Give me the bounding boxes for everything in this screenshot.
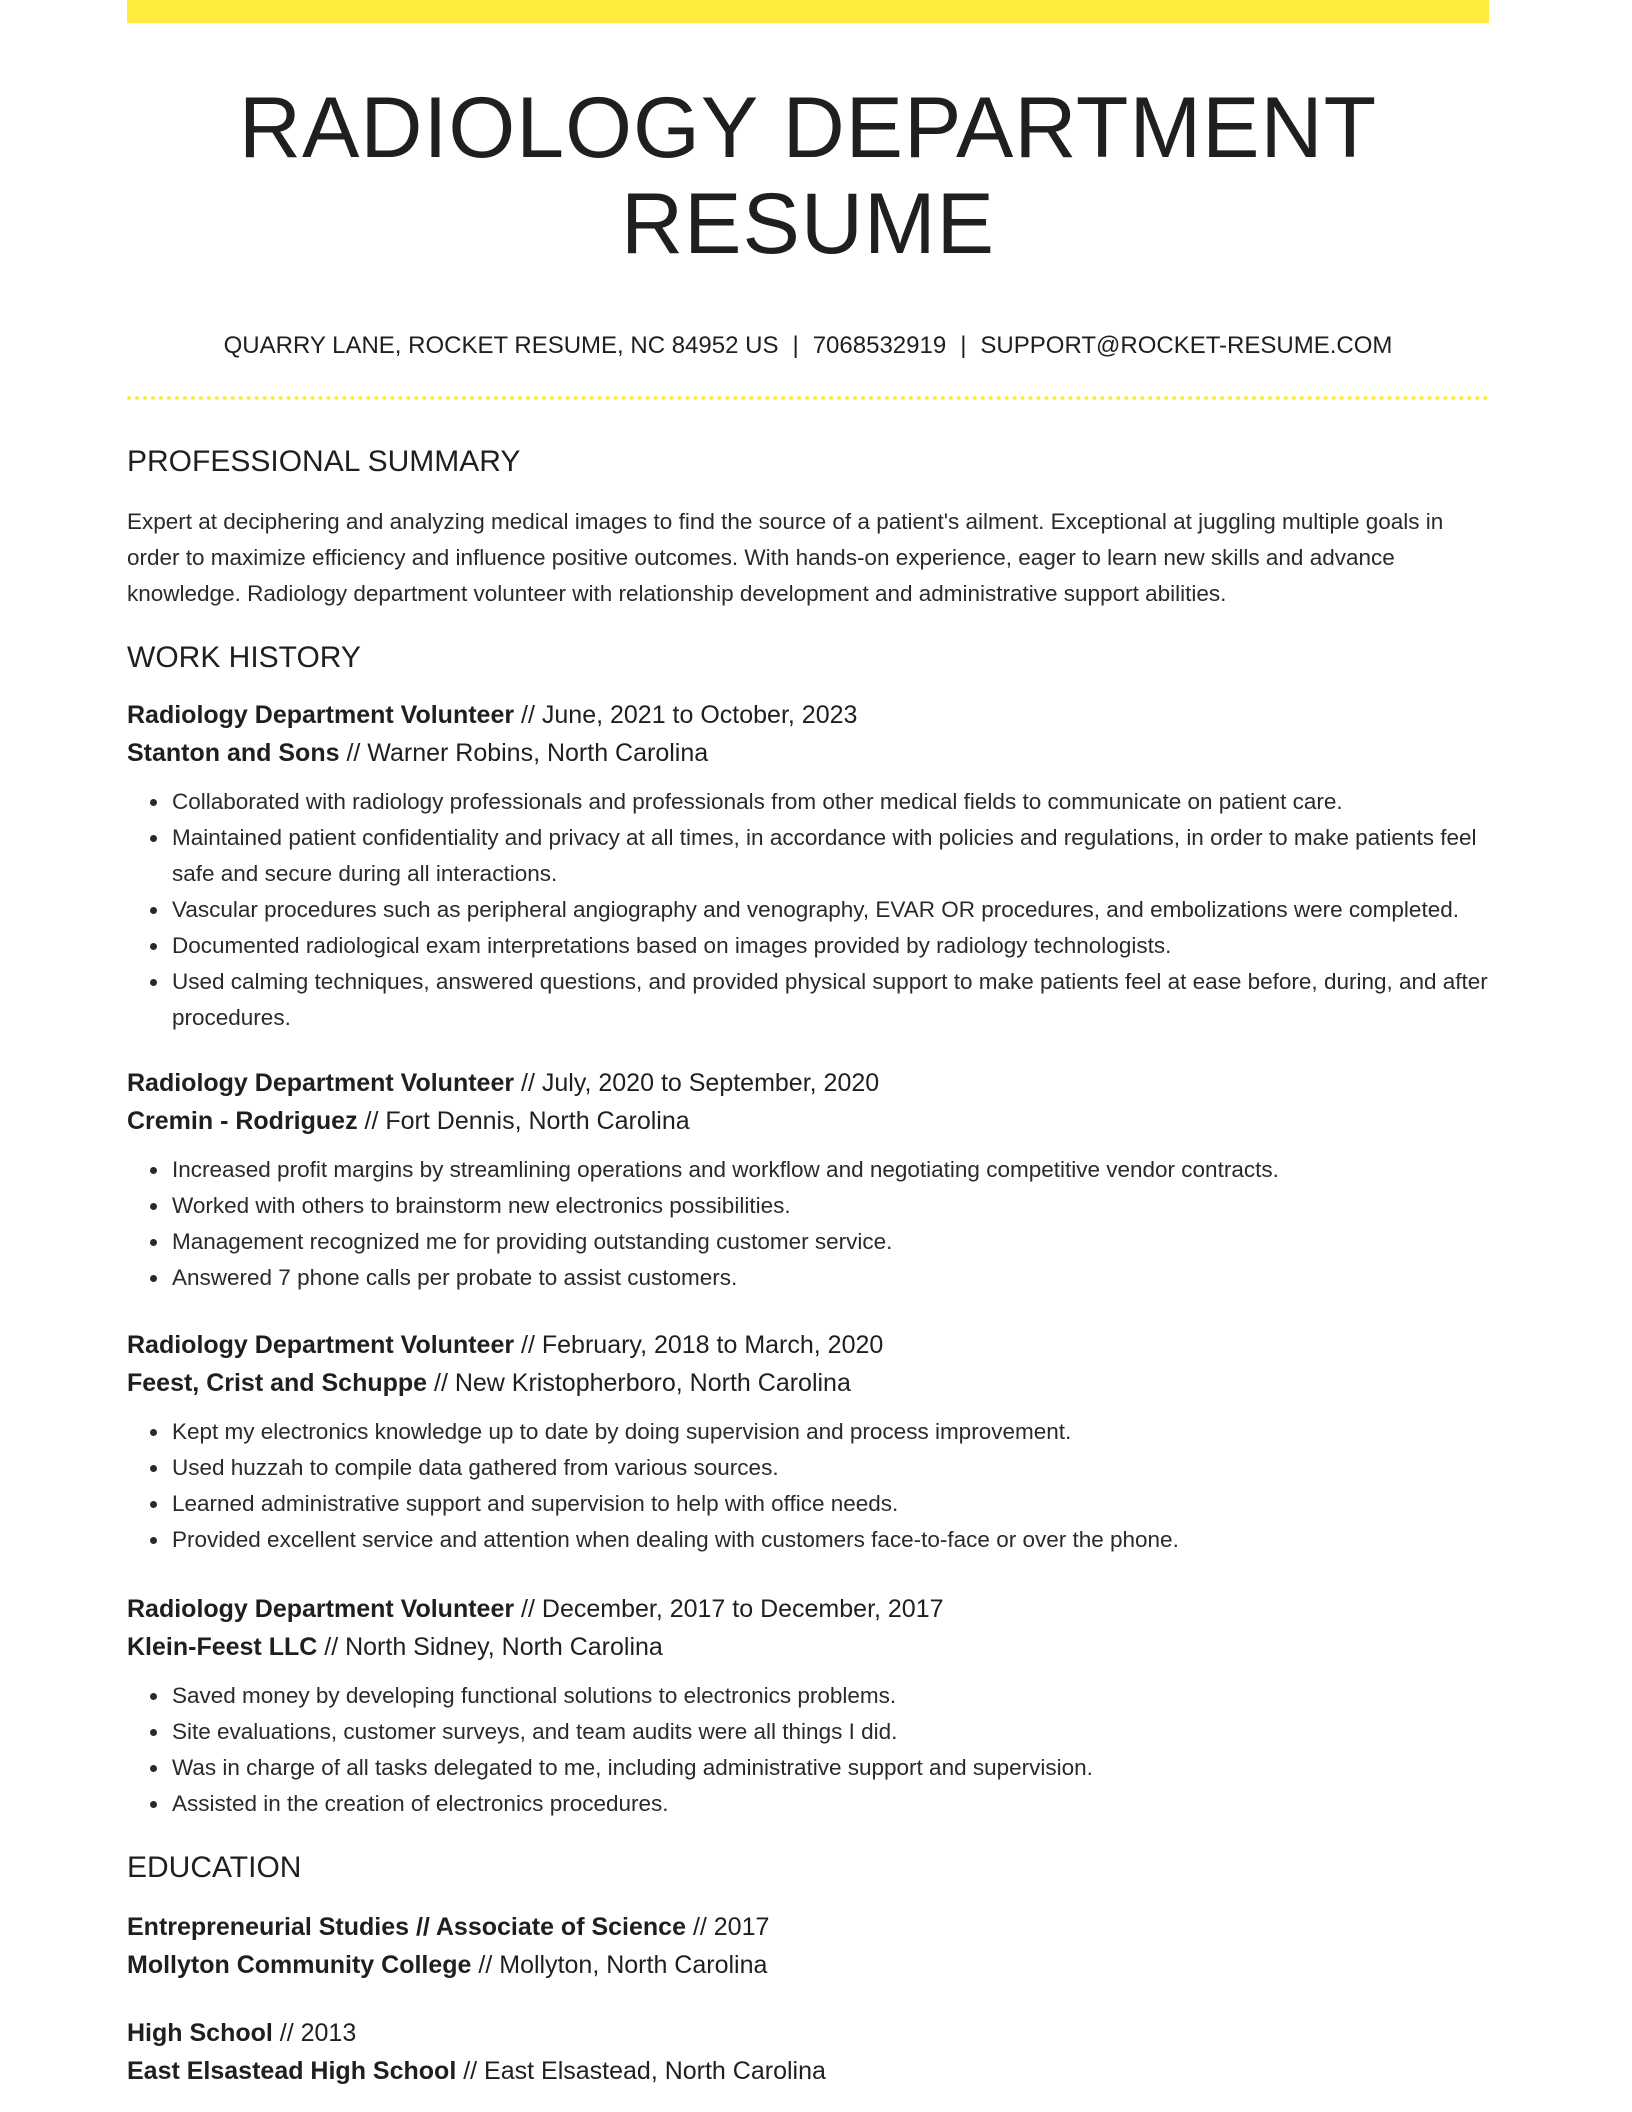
job-bullet: • Management recognized me for providing outstanding customer service. — [170, 1224, 1489, 1260]
job-company-line — [127, 1102, 1489, 1140]
job-bullet: • Used calming techniques, answered questions, and provided physical support to make patients feel at ease before, during, and after procedures. — [170, 964, 1489, 1036]
job-role-line — [127, 1590, 1489, 1628]
summary-heading: PROFESSIONAL SUMMARY — [127, 445, 521, 478]
education-school: East Elsastead High School — [127, 2057, 457, 2085]
contact-address: QUARRY LANE, ROCKET RESUME, NC 84952 US — [223, 332, 779, 359]
job-dates: // February, 2018 to March, 2020 — [521, 1331, 884, 1359]
job-entry — [127, 1064, 1489, 1296]
job-company: Cremin - Rodriguez — [127, 1107, 358, 1135]
job-bullets — [127, 1152, 1489, 1296]
job-bullet: • Was in charge of all tasks delegated to me, including administrative support and supervision. — [170, 1750, 1489, 1786]
education-entry — [127, 1908, 1489, 1984]
job-dates: // July, 2020 to September, 2020 — [521, 1069, 880, 1097]
job-bullet: • Maintained patient confidentiality and privacy at all times, in accordance with policies and regulations, in order to make patients feel safe and secure during all interactions. — [170, 820, 1489, 892]
job-company: Feest, Crist and Schuppe — [127, 1369, 428, 1397]
job-location: // North Sidney, North Carolina — [324, 1633, 663, 1661]
job-company-line — [127, 734, 1489, 772]
education-school-line — [127, 2052, 1489, 2090]
education-heading: EDUCATION — [127, 1851, 302, 1884]
job-bullet: • Increased profit margins by streamlining operations and workflow and negotiating competitive vendor contracts. — [170, 1152, 1489, 1188]
job-bullet: • Used huzzah to compile data gathered from various sources. — [170, 1450, 1489, 1486]
contact-line — [127, 332, 1489, 360]
resume-content — [127, 0, 1489, 2090]
job-company: Stanton and Sons — [127, 739, 340, 767]
job-bullets — [127, 784, 1489, 1036]
education-year: // 2013 — [279, 2019, 357, 2047]
job-role-line — [127, 1064, 1489, 1102]
job-role: Radiology Department Volunteer — [127, 1595, 515, 1623]
job-entry — [127, 696, 1489, 1036]
job-role: Radiology Department Volunteer — [127, 1331, 515, 1359]
contact-email: SUPPORT@ROCKET-RESUME.COM — [980, 332, 1393, 359]
job-company: Klein-Feest LLC — [127, 1633, 318, 1661]
education-year: // 2017 — [692, 1913, 770, 1941]
job-bullet: • Kept my electronics knowledge up to date by doing supervision and process improvement. — [170, 1414, 1489, 1450]
resume-title: RADIOLOGY DEPARTMENT RESUME — [238, 80, 1378, 272]
education-degree-line — [127, 2014, 1489, 2052]
education-location: // East Elsastead, North Carolina — [463, 2057, 826, 2085]
education-school: Mollyton Community College — [127, 1951, 472, 1979]
job-bullet: • Saved money by developing functional solutions to electronics problems. — [170, 1678, 1489, 1714]
education-school-line — [127, 1946, 1489, 1984]
contact-separator: | — [792, 332, 799, 359]
contact-phone: 7068532919 — [812, 332, 947, 359]
education-entry — [127, 2014, 1489, 2090]
job-dates: // December, 2017 to December, 2017 — [521, 1595, 944, 1623]
job-bullet: • Collaborated with radiology professionals and professionals from other medical fields to communicate on patient care. — [170, 784, 1489, 820]
job-bullets — [127, 1678, 1489, 1822]
job-company-line — [127, 1364, 1489, 1402]
education-location: // Mollyton, North Carolina — [478, 1951, 768, 1979]
job-location: // Fort Dennis, North Carolina — [364, 1107, 690, 1135]
summary-text: Expert at deciphering and analyzing medical images to find the source of a patient's ailment. Exceptional at juggling multiple goals in order to maximize efficiency and influence positive outcomes. With hands-on experience, eager to learn new skills and advance knowledge. Radiology department volunteer with relationship development and administrative support abilities. — [127, 509, 1444, 606]
job-bullet: • Vascular procedures such as peripheral angiography and venography, EVAR OR procedures, and embolizations were completed. — [170, 892, 1489, 928]
job-entry — [127, 1590, 1489, 1822]
dotted-divider — [127, 396, 1489, 400]
job-bullets — [127, 1414, 1489, 1558]
job-company-line — [127, 1628, 1489, 1666]
job-role: Radiology Department Volunteer — [127, 701, 515, 729]
job-bullet: • Learned administrative support and supervision to help with office needs. — [170, 1486, 1489, 1522]
job-bullet: • Provided excellent service and attention when dealing with customers face-to-face or over the phone. — [170, 1522, 1489, 1558]
job-role: Radiology Department Volunteer — [127, 1069, 515, 1097]
job-location: // New Kristopherboro, North Carolina — [434, 1369, 851, 1397]
job-bullet: • Worked with others to brainstorm new electronics possibilities. — [170, 1188, 1489, 1224]
job-location: // Warner Robins, North Carolina — [346, 739, 709, 767]
education-degree-line — [127, 1908, 1489, 1946]
job-role-line — [127, 696, 1489, 734]
education-degree: Entrepreneurial Studies // Associate of Science — [127, 1913, 686, 1941]
job-bullet: • Documented radiological exam interpretations based on images provided by radiology technologists. — [170, 928, 1489, 964]
contact-separator: | — [960, 332, 967, 359]
job-bullet: • Site evaluations, customer surveys, and team audits were all things I did. — [170, 1714, 1489, 1750]
job-bullet: • Assisted in the creation of electronics procedures. — [170, 1786, 1489, 1822]
job-dates: // June, 2021 to October, 2023 — [521, 701, 858, 729]
job-role-line — [127, 1326, 1489, 1364]
work-history-heading: WORK HISTORY — [127, 641, 361, 674]
job-bullet: • Answered 7 phone calls per probate to assist customers. — [170, 1260, 1489, 1296]
education-degree: High School — [127, 2019, 273, 2047]
job-entry — [127, 1326, 1489, 1558]
